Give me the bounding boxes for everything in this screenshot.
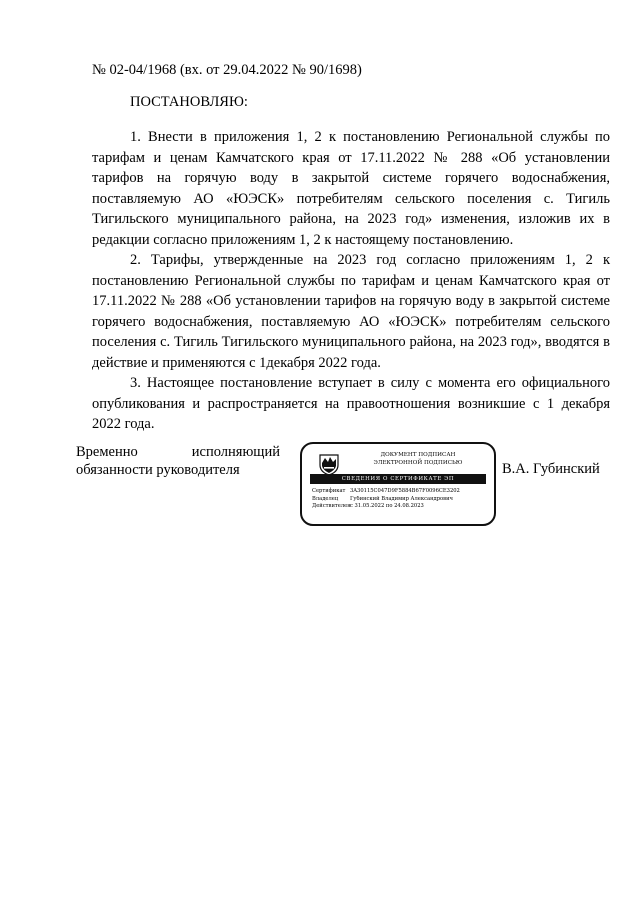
certificate-label: Сертификат xyxy=(312,488,346,494)
signer-position-line-2: обязанности руководителя xyxy=(76,462,240,478)
stamp-header-line-2: ЭЛЕКТРОННОЙ ПОДПИСЬЮ xyxy=(373,459,463,466)
decree-body xyxy=(92,127,610,435)
signer-name: В.А. Губинский xyxy=(502,461,600,477)
signer-position-word-2: исполняющий xyxy=(191,444,280,460)
signer-position-word-1: Временно xyxy=(76,444,138,460)
signer-position xyxy=(76,443,280,479)
validity-period: с 31.05.2022 по 24.08.2023 xyxy=(350,503,424,509)
signer-position-line-1 xyxy=(76,443,280,461)
document-reference: № 02-04/1968 (вх. от 29.04.2022 № 90/1698) xyxy=(92,62,362,78)
validity-row xyxy=(312,503,492,511)
coat-of-arms-icon xyxy=(318,452,340,476)
paragraph-2: 2. Тарифы, утвержденные на 2023 год согласно приложениям 1, 2 к постановлению Региональной службы по тарифам и ценам Камчатского края от 17.11.2022 № 288 «Об установлении тарифов на горячую воду в закрытой системе горячего водоснабжения, поставляемую АО «ЮЭСК» потребителям сельского поселения с. Тигиль Тигильского муниципального района, на 2023 год», вводятся в действие и применяются с 1декабря 2022 года. xyxy=(92,252,610,371)
stamp-header-line-1: ДОКУМЕНТ ПОДПИСАН xyxy=(380,452,456,458)
certificate-number: 3A30115C047D9F5884B67F0096CE3202 xyxy=(350,488,460,494)
certificate-row xyxy=(312,488,492,496)
certificate-info-bar: СВЕДЕНИЯ О СЕРТИФИКАТЕ ЭП xyxy=(310,474,486,484)
decree-heading: ПОСТАНОВЛЯЮ: xyxy=(130,94,248,110)
owner-row xyxy=(312,496,492,504)
electronic-signature-stamp xyxy=(300,442,496,526)
owner-name: Губинский Владимир Александрович xyxy=(350,495,453,502)
stamp-header xyxy=(348,452,488,467)
paragraph-1: 1. Внести в приложения 1, 2 к постановлению Региональной службы по тарифам и ценам Камчатского края от 17.11.2022 № 288 «Об установлении тарифов на горячую воду в закрытой системе горячего водоснабжения, поставляемую АО «ЮЭСК» потребителям сельского поселения с. Тигиль Тигильского муниципального района, на 2023 год» изменения, изложив их в редакции согласно приложениям 1, 2 к настоящему постановлению. xyxy=(92,129,610,248)
certificate-details xyxy=(312,488,492,511)
validity-label: Действителен xyxy=(312,503,351,509)
owner-label: Владелец xyxy=(312,495,339,502)
paragraph-3: 3. Настоящее постановление вступает в силу с момента его официального опубликования и распространяется на правоотношения возникшие с 1 декабря 2022 года. xyxy=(92,375,610,432)
